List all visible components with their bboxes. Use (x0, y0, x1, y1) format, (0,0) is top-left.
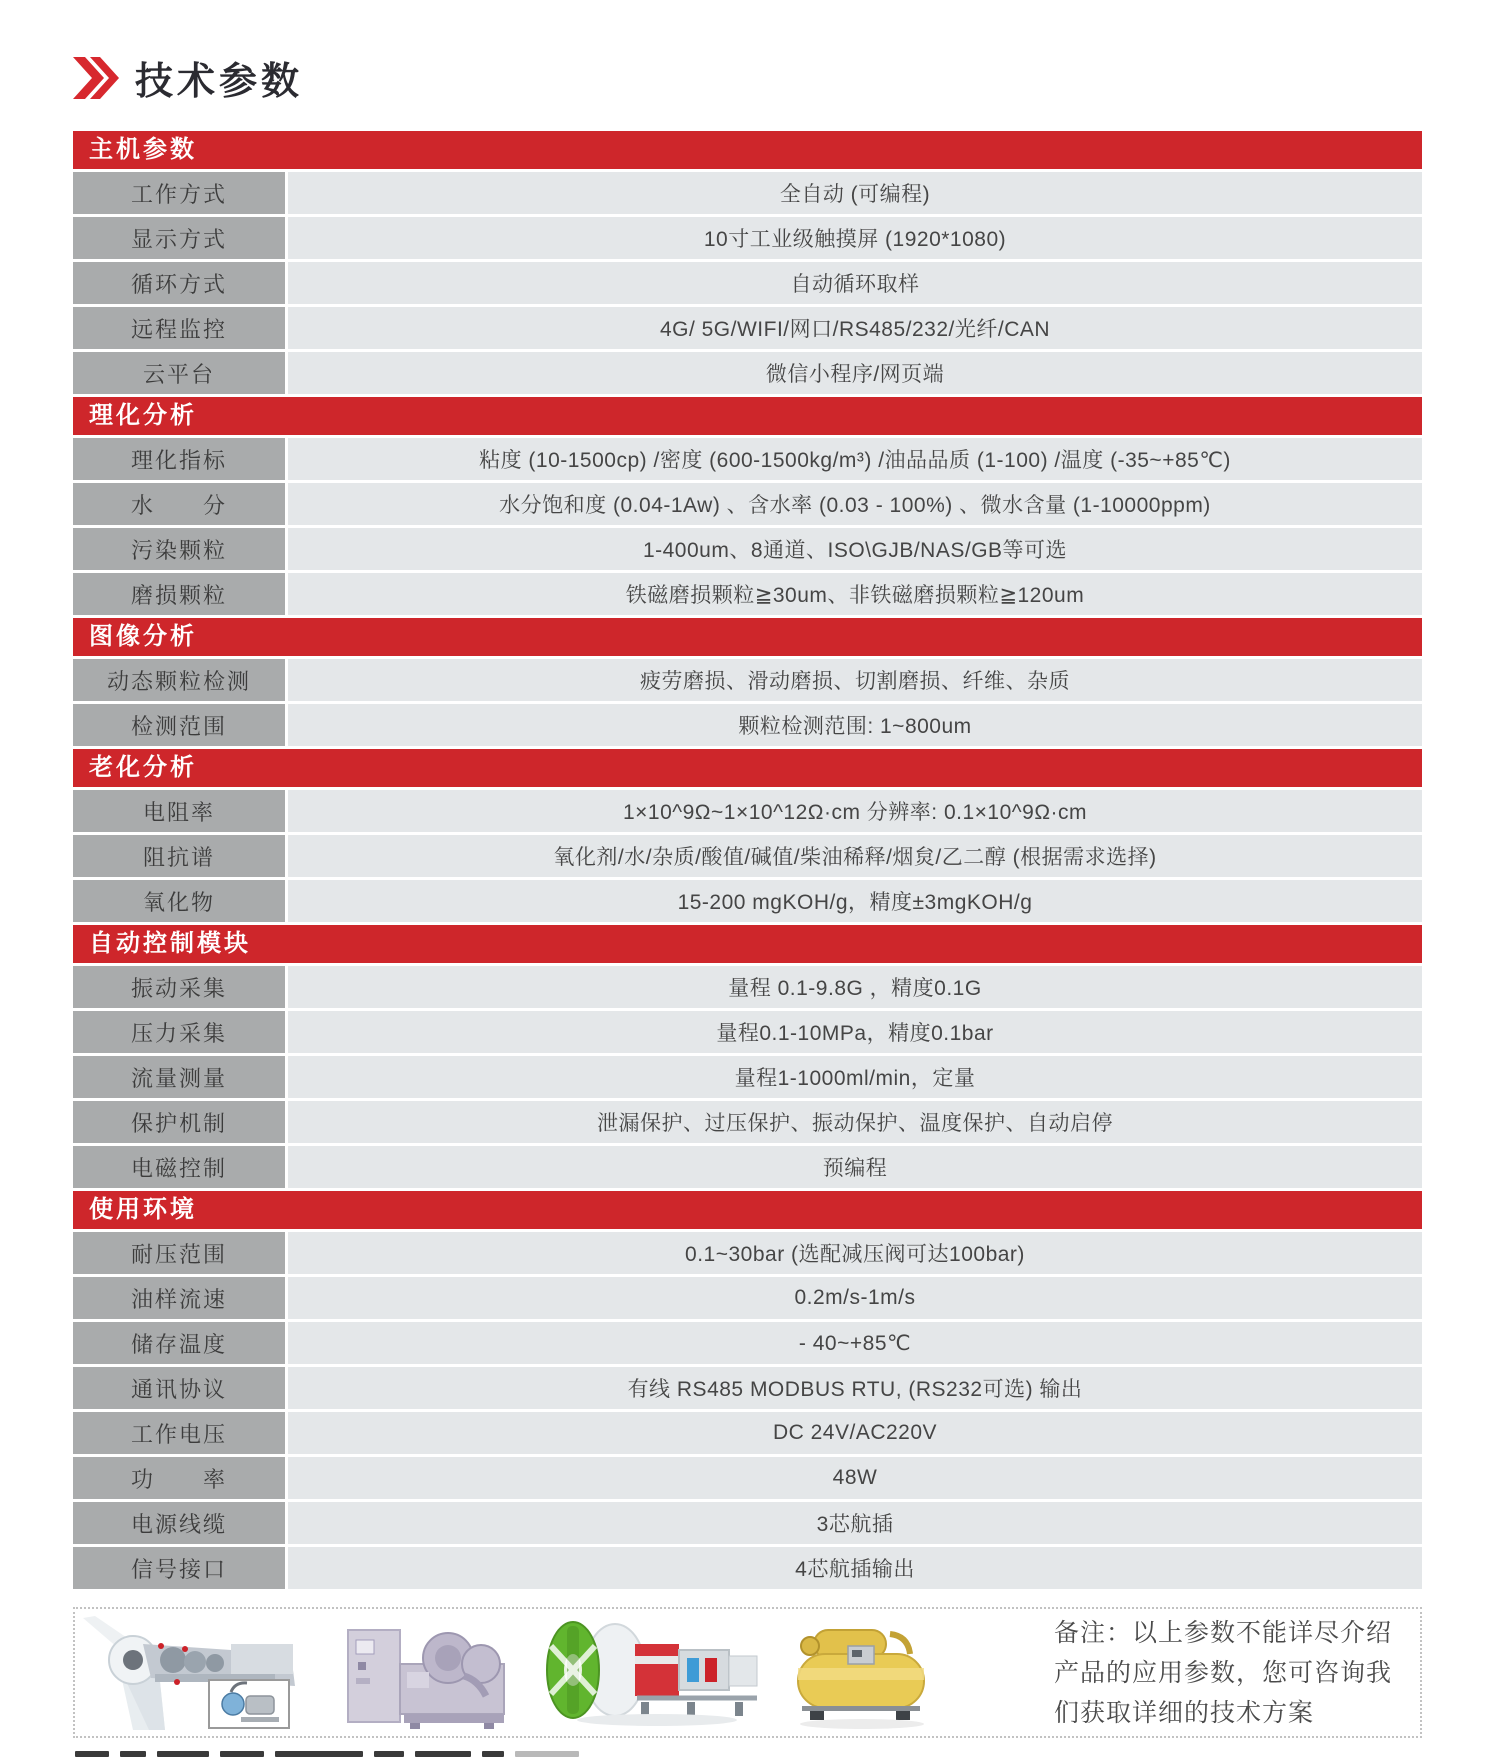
spec-row-label: 电阻率 (73, 790, 285, 832)
spec-row (73, 1277, 1422, 1319)
spec-row (73, 1412, 1422, 1454)
spec-row (73, 1502, 1422, 1544)
spec-row-label: 工作电压 (73, 1412, 285, 1454)
spec-row (73, 217, 1422, 259)
spec-row-value: 泄漏保护、过压保护、振动保护、温度保护、自动启停 (288, 1101, 1422, 1143)
spec-row-label: 磨损颗粒 (73, 573, 285, 615)
spec-row-value: 0.2m/s-1m/s (288, 1277, 1422, 1319)
spec-row-value: 氧化剂/水/杂质/酸值/碱值/柴油稀释/烟炱/乙二醇 (根据需求选择) (288, 835, 1422, 877)
wind-turbine-nacelle-image (81, 1616, 316, 1730)
footer-strip (73, 1607, 1422, 1738)
spec-row-value: 预编程 (288, 1146, 1422, 1188)
spec-row-value: 颗粒检测范围: 1~800um (288, 704, 1422, 746)
spec-row-label: 电源线缆 (73, 1502, 285, 1544)
spec-row-label: 显示方式 (73, 217, 285, 259)
spec-row-value: 4芯航插输出 (288, 1547, 1422, 1589)
spec-row (73, 1101, 1422, 1143)
spec-row (73, 966, 1422, 1008)
spec-row (73, 880, 1422, 922)
spec-row-label: 电磁控制 (73, 1146, 285, 1188)
spec-row (73, 835, 1422, 877)
spec-row-label: 动态颗粒检测 (73, 659, 285, 701)
spec-row (73, 1232, 1422, 1274)
spec-row-value: 4G/ 5G/WIFI/网口/RS485/232/光纤/CAN (288, 307, 1422, 349)
spec-row-label: 流量测量 (73, 1056, 285, 1098)
spec-row (73, 1011, 1422, 1053)
spec-row-value: DC 24V/AC220V (288, 1412, 1422, 1454)
spec-row-value: 15-200 mgKOH/g，精度±3mgKOH/g (288, 880, 1422, 922)
spec-row (73, 1457, 1422, 1499)
spec-row-value: 3芯航插 (288, 1502, 1422, 1544)
spec-row-label: 阻抗谱 (73, 835, 285, 877)
spec-row-label: 远程监控 (73, 307, 285, 349)
spec-row (73, 659, 1422, 701)
spec-row-label: 检测范围 (73, 704, 285, 746)
spec-row (73, 1056, 1422, 1098)
tunnel-boring-machine-image (537, 1616, 762, 1730)
spec-row (73, 438, 1422, 480)
section-header: 自动控制模块 (73, 925, 1422, 963)
section-header: 使用环境 (73, 1191, 1422, 1229)
spec-row-value: 1×10^9Ω~1×10^12Ω·cm 分辨率: 0.1×10^9Ω·cm (288, 790, 1422, 832)
steam-turbine-generator-image (344, 1616, 509, 1730)
spec-row (73, 1322, 1422, 1364)
spec-row-label: 工作方式 (73, 172, 285, 214)
page-title-row (73, 50, 1422, 105)
spec-row-label: 油样流速 (73, 1277, 285, 1319)
spec-row-label: 功 率 (73, 1457, 285, 1499)
spec-row (73, 1547, 1422, 1589)
double-chevron-icon (73, 57, 119, 99)
spec-row-label: 水 分 (73, 483, 285, 525)
spec-row-value: 0.1~30bar (选配减压阀可达100bar) (288, 1232, 1422, 1274)
spec-row (73, 790, 1422, 832)
spec-row-label: 耐压范围 (73, 1232, 285, 1274)
spec-row-label: 氧化物 (73, 880, 285, 922)
spec-row-label: 循环方式 (73, 262, 285, 304)
spec-row-value: 微信小程序/网页端 (288, 352, 1422, 394)
spec-row-label: 云平台 (73, 352, 285, 394)
spec-row-value: 铁磁磨损颗粒≧30um、非铁磁磨损颗粒≧120um (288, 573, 1422, 615)
spec-row (73, 1367, 1422, 1409)
yellow-compressor-image (790, 1616, 940, 1730)
spec-row-label: 保护机制 (73, 1101, 285, 1143)
spec-row (73, 262, 1422, 304)
spec-row-value: 量程1-1000ml/min，定量 (288, 1056, 1422, 1098)
spec-sheet-page (73, 50, 1422, 1738)
spec-row-label: 振动采集 (73, 966, 285, 1008)
spec-row-value: 10寸工业级触摸屏 (1920*1080) (288, 217, 1422, 259)
spec-row-value: 粘度 (10-1500cp) /密度 (600-1500kg/m³) /油品品质 (1-100) /温度 (-35~+85℃) (288, 438, 1422, 480)
spec-row (73, 483, 1422, 525)
spec-row (73, 573, 1422, 615)
page-title: 技术参数 (135, 61, 304, 103)
section-header: 老化分析 (73, 749, 1422, 787)
spec-row-value: 有线 RS485 MODBUS RTU, (RS232可选) 输出 (288, 1367, 1422, 1409)
section-header: 图像分析 (73, 618, 1422, 656)
spec-row (73, 1146, 1422, 1188)
spec-row-value: 全自动 (可编程) (288, 172, 1422, 214)
cutoff-caption-fragment (75, 1751, 579, 1757)
spec-row (73, 704, 1422, 746)
spec-row (73, 307, 1422, 349)
spec-row-value: 水分饱和度 (0.04-1Aw) 、含水率 (0.03 - 100%) 、微水含量 (1-10000ppm) (288, 483, 1422, 525)
spec-row-label: 污染颗粒 (73, 528, 285, 570)
spec-row-label: 通讯协议 (73, 1367, 285, 1409)
spec-row (73, 352, 1422, 394)
spec-row-value: 量程0.1-10MPa，精度0.1bar (288, 1011, 1422, 1053)
section-header: 主机参数 (73, 131, 1422, 169)
spec-row-label: 压力采集 (73, 1011, 285, 1053)
section-header: 理化分析 (73, 397, 1422, 435)
spec-table (73, 131, 1422, 1589)
spec-row (73, 172, 1422, 214)
footer-note: 备注：以上参数不能详尽介绍产品的应用参数，您可咨询我们获取详细的技术方案 (1054, 1618, 1393, 1727)
spec-row-label: 理化指标 (73, 438, 285, 480)
spec-row-label: 信号接口 (73, 1547, 285, 1589)
spec-row-value: 48W (288, 1457, 1422, 1499)
spec-row-value: - 40~+85℃ (288, 1322, 1422, 1364)
spec-row-label: 储存温度 (73, 1322, 285, 1364)
spec-row-value: 自动循环取样 (288, 262, 1422, 304)
spec-row (73, 528, 1422, 570)
spec-row-value: 量程 0.1-9.8G ，精度0.1G (288, 966, 1422, 1008)
spec-row-value: 疲劳磨损、滑动磨损、切割磨损、纤维、杂质 (288, 659, 1422, 701)
spec-row-value: 1-400um、8通道、ISO\GJB/NAS/GB等可选 (288, 528, 1422, 570)
